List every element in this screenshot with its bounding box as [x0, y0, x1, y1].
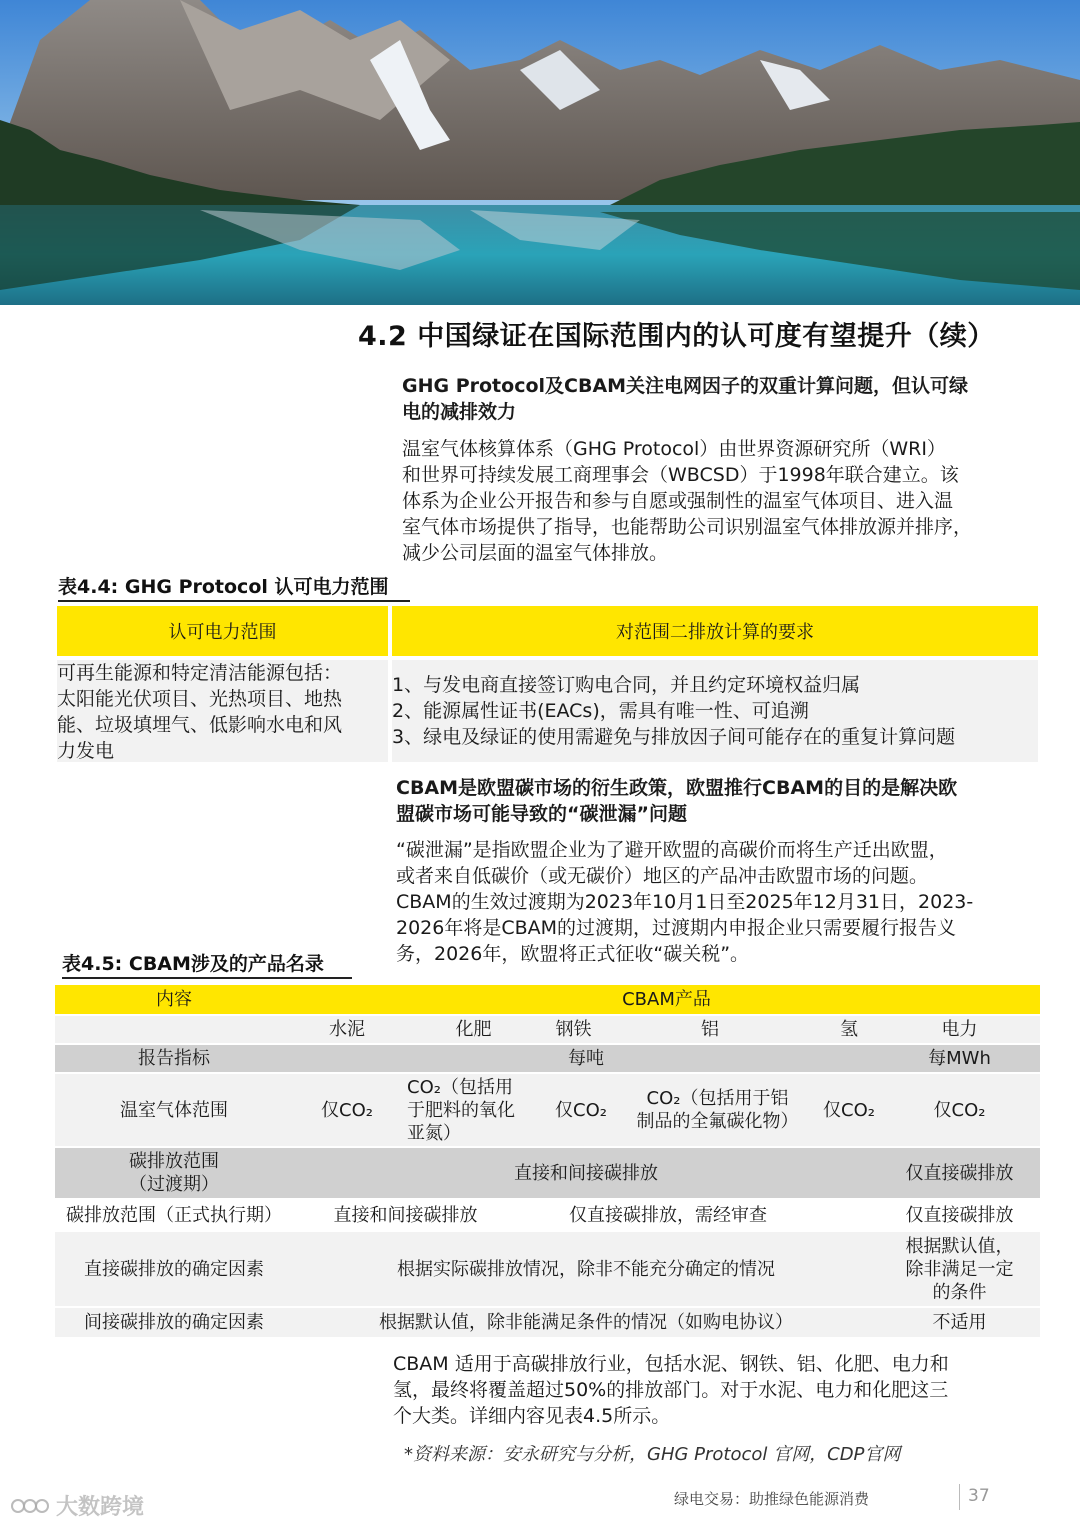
direct-determination: 根据实际碳排放情况，除非不能充分确定的情况 [397, 1258, 775, 1280]
ghg-aluminium [616, 1074, 819, 1146]
source-note: *资料来源：安永研究与分析，GHG Protocol 官网，CDP官网 [404, 1444, 901, 1465]
table-row [55, 1148, 1040, 1198]
table-row [55, 1074, 1040, 1146]
paragraph-line: CBAM 适用于高碳排放行业，包括水泥、钢铁、铝、化肥、电力和 [393, 1353, 949, 1375]
ghg-paragraph-line: 和世界可持续发展工商理事会（WBCSD）于1998年联合建立。该 [402, 464, 959, 486]
row-label [55, 1148, 293, 1198]
cell-line: 能、垃圾填埋气、低影响水电和风 [57, 714, 343, 736]
table-4-4-requirements-cell [392, 660, 1038, 762]
report-per-mwh: 每MWh [928, 1048, 991, 1069]
product-electricity: 电力 [941, 1019, 978, 1040]
formal-scope-a: 直接和间接碳排放 [333, 1204, 478, 1226]
ghg-fertilizer [401, 1074, 546, 1146]
product-steel: 钢铁 [555, 1019, 592, 1040]
paragraph-line: 个大类。详细内容见表4.5所示。 [393, 1405, 671, 1427]
ghg-cement: 仅CO₂ [321, 1099, 373, 1121]
cell-line: 3、绿电及绿证的使用需避免与排放因子间可能存在的重复计算问题 [392, 726, 956, 748]
cbam-heading-line: 盟碳市场可能导致的“碳泄漏”问题 [396, 803, 687, 825]
table-4-4-header-requirements: 对范围二排放计算的要求 [392, 606, 1038, 656]
table-4-4-scope-cell [57, 660, 388, 762]
cell-line: 亚氮） [407, 1122, 461, 1144]
row-label: 直接碳排放的确定因素 [84, 1258, 264, 1280]
cbam-paragraph-line: 2026年将是CBAM的过渡期，过渡期内申报企业只需要履行报告义 [396, 917, 957, 939]
table-4-4-header-scope: 认可电力范围 [57, 606, 388, 656]
cbam-heading-line: CBAM是欧盟碳市场的衍生政策，欧盟推行CBAM的目的是解决欧 [396, 777, 958, 799]
row-label: 温室气体范围 [120, 1099, 228, 1121]
ghg-paragraph-line: 减少公司层面的温室气体排放。 [402, 542, 669, 564]
product-fertilizer: 化肥 [455, 1019, 492, 1040]
cbam-paragraph [396, 837, 1046, 967]
cell-line: 力发电 [57, 740, 115, 762]
table-row [55, 1232, 1040, 1306]
ghg-heading [402, 373, 1052, 425]
cell-line: CO₂（包括用 [407, 1076, 513, 1098]
report-per-ton: 每吨 [568, 1048, 604, 1069]
cell-line: 1、与发电商直接签订购电合同，并且约定环境权益归属 [392, 674, 861, 696]
cell-line: 碳排放范围 [129, 1151, 219, 1172]
watermark-logo-icon [10, 1494, 50, 1518]
table-row [55, 1016, 1040, 1043]
product-hydrogen: 氢 [840, 1019, 858, 1040]
table-4-4-caption: 表4.4: GHG Protocol 认可电力范围 [58, 574, 410, 602]
cbam-heading [396, 775, 1046, 827]
cbam-paragraph-line: 务，2026年，欧盟将正式征收“碳关税”。 [396, 943, 750, 965]
formal-scope-b: 仅直接碳排放，需经审查 [569, 1204, 767, 1226]
cbam-scope-paragraph [393, 1351, 1043, 1429]
ghg-paragraph-line: 体系为企业公开报告和参与自愿或强制性的温室气体项目、进入温 [402, 490, 954, 512]
indirect-electricity: 不适用 [932, 1312, 987, 1333]
cell-line: 于肥料的氧化 [407, 1099, 515, 1121]
paragraph-line: 氢，最终将覆盖超过50%的排放部门。对于水泥、电力和化肥这三 [393, 1379, 949, 1401]
table-row [55, 1200, 1040, 1230]
ghg-heading-line: GHG Protocol及CBAM关注电网因子的双重计算问题，但认可绿 [402, 375, 969, 397]
cell-line: 太阳能光伏项目、光热项目、地热 [57, 688, 343, 710]
ghg-steel: 仅CO₂ [555, 1099, 607, 1121]
cell-line: （过渡期） [129, 1174, 219, 1195]
cell-line: 除非满足一定 [905, 1258, 1014, 1280]
formal-electricity: 仅直接碳排放 [905, 1204, 1014, 1226]
footer-title: 绿电交易：助推绿色能源消费 [674, 1490, 870, 1508]
cell-line: CO₂（包括用于铝 [646, 1088, 789, 1109]
cell-line: 2、能源属性证书(EACs)，需具有唯一性、可追溯 [392, 700, 809, 722]
ghg-electricity: 仅CO₂ [933, 1099, 986, 1121]
cell-line: 制品的全氟碳化物） [636, 1111, 799, 1132]
row-label: 间接碳排放的确定因素 [84, 1312, 264, 1333]
table-4-5-caption: 表4.5: CBAM涉及的产品名录 [62, 951, 352, 979]
table-row [55, 985, 1040, 1014]
product-aluminium: 铝 [701, 1019, 719, 1040]
page-number: 37 [968, 1486, 990, 1506]
cell-line: 可再生能源和特定清洁能源包括： [57, 662, 343, 684]
ghg-paragraph-line: 室气体市场提供了指导，也能帮助公司识别温室气体排放源并排序， [402, 516, 973, 538]
cbam-paragraph-line: “碳泄漏”是指欧盟企业为了避开欧盟的高碳价而将生产迁出欧盟， [396, 839, 948, 861]
page-title: 4.2 中国绿证在国际范围内的认可度有望提升（续） [358, 321, 995, 352]
row-label: 报告指标 [138, 1048, 210, 1069]
ghg-heading-line: 电的减排效力 [402, 401, 517, 423]
cbam-paragraph-line: 或者来自低碳价（或无碳价）地区的产品冲击欧盟市场的问题。 [396, 865, 929, 887]
transition-electricity: 仅直接碳排放 [905, 1162, 1014, 1184]
product-cement: 水泥 [329, 1019, 365, 1040]
cell-line: 根据默认值， [905, 1235, 1014, 1257]
header-content: 内容 [156, 989, 192, 1010]
cbam-paragraph-line: CBAM的生效过渡期为2023年10月1日至2025年12月31日，2023- [396, 891, 974, 913]
watermark [10, 1490, 144, 1521]
table-row [55, 1308, 1040, 1337]
row-label: 碳排放范围（正式执行期） [66, 1204, 282, 1226]
indirect-determination: 根据默认值，除非能满足条件的情况（如购电协议） [379, 1312, 793, 1333]
ghg-hydrogen: 仅CO₂ [823, 1099, 875, 1121]
direct-electricity [879, 1232, 1040, 1306]
transition-scope: 直接和间接碳排放 [514, 1162, 658, 1184]
ghg-paragraph [402, 436, 1052, 566]
ghg-paragraph-line: 温室气体核算体系（GHG Protocol）由世界资源研究所（WRI） [402, 438, 946, 460]
watermark-text: 大数跨境 [56, 1495, 145, 1520]
hero-landscape-image [0, 0, 1080, 305]
cell-line: 的条件 [932, 1281, 987, 1303]
table-row [55, 1045, 1040, 1072]
footer-divider [959, 1484, 960, 1510]
header-cbam-products: CBAM产品 [622, 989, 711, 1010]
